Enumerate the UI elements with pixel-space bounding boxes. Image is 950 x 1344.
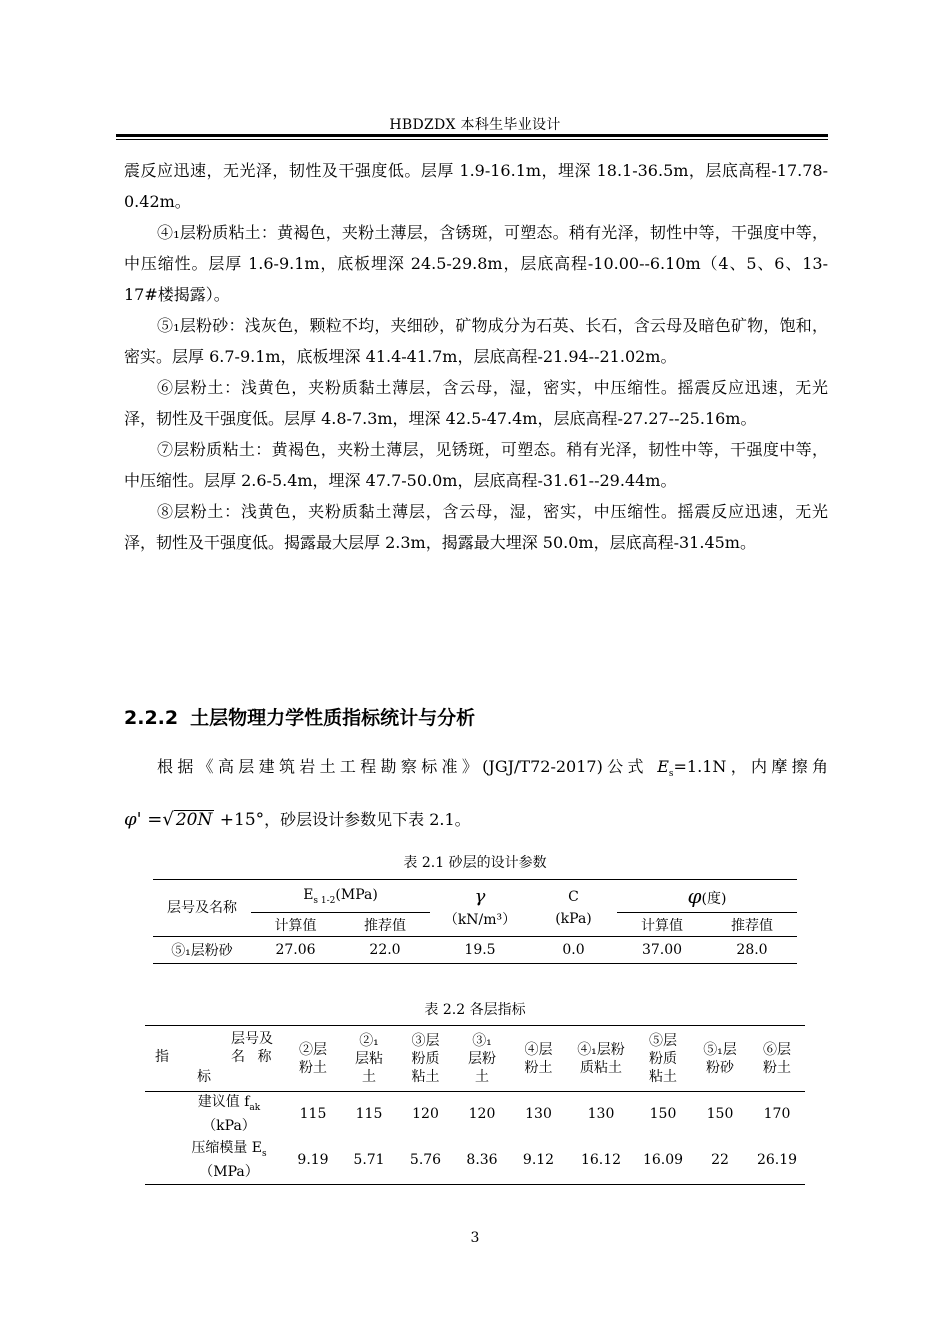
t2-header-col: ②层粉土: [285, 1026, 341, 1092]
t2-cell: 120: [468, 1106, 496, 1123]
t2-row-label-es: [145, 1137, 285, 1185]
t2-corner-bottom: 标: [197, 1069, 211, 1085]
t1-cell-es-calc: 27.06: [251, 937, 340, 964]
t1-cell-c: 0.0: [530, 937, 617, 964]
section-title: 土层物理力学性质指标统计与分析: [190, 707, 476, 729]
t1-header-phi-calc: 计算值: [617, 913, 707, 937]
formula-intro: 根据《高层建筑岩土工程勘察标准》(JGJ/T72-2017)公式: [157, 757, 658, 776]
t2-corner-mid: 名 称: [231, 1049, 272, 1065]
t2-row-label-sub: s: [262, 1149, 267, 1160]
t2-cell: 5.76: [397, 1137, 454, 1185]
t2-cell: 170: [763, 1106, 791, 1123]
t2-row-label-sub: ak: [249, 1103, 261, 1114]
paragraph-continued: 震反应迅速，无光泽，韧性及干强度低。层厚 1.9-16.1m，埋深 18.1-36.5m，层底高程-17.78-0.42m。: [124, 161, 828, 211]
t1-header-layer: 层号及名称: [153, 880, 251, 937]
t2-corner-left: 指: [155, 1049, 169, 1065]
t2-row-label-text: 建议值 f: [197, 1094, 250, 1111]
t2-cell: 26.19: [749, 1137, 805, 1185]
t2-header-col: ②₁层粘土: [341, 1026, 397, 1092]
t2-cell: 9.19: [285, 1137, 341, 1185]
table-layer-indices: [145, 1025, 805, 1185]
t2-cell: 120: [412, 1106, 439, 1123]
t2-cell: 130: [587, 1106, 615, 1123]
table2-caption: 表 2.2 各层指标: [424, 1002, 526, 1018]
t1-es-unit: (MPa): [335, 886, 378, 903]
t1-cell-phi-calc: 37.00: [617, 937, 707, 964]
formula-tail: ，砂层设计参数见下表 2.1。: [264, 810, 471, 829]
t1-header-es-calc: 计算值: [251, 913, 340, 937]
t1-header-es: [251, 880, 430, 913]
t2-header-col: ④层粉土: [510, 1026, 567, 1092]
paragraph-layer-8: ⑧层粉土：浅黄色，夹粉质黏土薄层，含云母，湿，密实，中压缩性。摇震反应迅速，无光泽，韧性及干强度低。揭露最大层厚 2.3m，揭露最大埋深 50.0m，层底高程-31.45m。: [124, 502, 828, 552]
t2-cell: 130: [525, 1106, 552, 1123]
t2-cell: 5.71: [341, 1137, 397, 1185]
t1-header-phi: [617, 880, 797, 913]
es-subscript: s: [668, 769, 674, 780]
t1-cell-layer: ⑤₁层粉砂: [153, 937, 251, 964]
t1-header-gamma: [430, 880, 530, 937]
t2-cell: 115: [355, 1106, 383, 1123]
t2-cell: 16.09: [635, 1137, 691, 1185]
paragraph-layer-4-1: ④₁层粉质粘土：黄褐色，夹粉土薄层，含锈斑，可塑态。稍有光泽，韧性中等，干强度中等，中压缩性。层厚 1.6-9.1m，底板埋深 24.5-29.8m，层底高程-10.00--6.10m（4、5、6、13-17#楼揭露）。: [124, 223, 828, 304]
t2-cell: 115: [299, 1106, 327, 1123]
t1-c-symbol: C: [568, 889, 579, 905]
t1-phi-unit: (度): [701, 891, 727, 907]
t2-row-label-text: 压缩模量 E: [191, 1140, 263, 1157]
t1-es-symbol: E: [303, 886, 314, 903]
table-sand-design-params: [153, 879, 797, 964]
t1-es-sub: s 1-2: [313, 895, 336, 906]
header-rule-thin: [116, 139, 828, 140]
t2-cell: 16.12: [567, 1137, 635, 1185]
t1-cell-es-rec: 22.0: [340, 937, 430, 964]
t2-row-label-unit: （kPa）: [202, 1118, 256, 1135]
section-number: 2.2.2: [124, 707, 179, 729]
t1-c-unit: (kPa): [555, 911, 592, 927]
header-rule-thick: [116, 134, 828, 137]
t1-cell-gamma: 19.5: [430, 937, 530, 964]
radicand: 20N: [175, 810, 213, 830]
table1-caption: 表 2.1 砂层的设计参数: [403, 855, 547, 871]
sqrt-sign: √: [162, 809, 174, 830]
t2-header-col: ③₁层粉土: [454, 1026, 510, 1092]
phi-formula-line: [124, 807, 471, 830]
paragraph-layer-7: ⑦层粉质粘土：黄褐色，夹粉土薄层，见锈斑，可塑态。稍有光泽，韧性中等，干强度中等，中压缩性。层厚 2.6-5.4m，埋深 47.7-50.0m，层底高程-31.61--29.44m。: [124, 440, 828, 490]
paragraph-layer-5-1: ⑤₁层粉砂：浅灰色，颗粒不均，夹细砂，矿物成分为石英、长石，含云母及暗色矿物，饱和，密实。层厚 6.7-9.1m，底板埋深 41.4-41.7m，层底高程-21.94--21.02m。: [124, 316, 828, 366]
t2-corner-top: 层号及: [231, 1031, 273, 1047]
t2-header-col: ⑤₁层粉砂: [691, 1026, 749, 1092]
body-text: [124, 155, 828, 558]
t1-header-es-rec: 推荐值: [340, 913, 430, 937]
page-header-title: HBDZDX 本科生毕业设计: [389, 117, 561, 133]
page-number: 3: [470, 1230, 480, 1246]
t2-header-col: ④₁层粉质粘土: [567, 1026, 635, 1092]
t2-cell: 9.12: [510, 1137, 567, 1185]
plus-term: +15°: [214, 810, 265, 830]
phi-lhs: φ' =: [124, 809, 163, 830]
t2-cell: 22: [691, 1137, 749, 1185]
t1-cell-phi-rec: 28.0: [707, 937, 797, 964]
t1-gamma-unit: （kN/m³）: [443, 911, 517, 928]
t2-header-col: ⑥层粉土: [749, 1026, 805, 1092]
t2-row-label-fak: [145, 1092, 285, 1137]
es-rest: =1.1N，内摩擦角: [673, 757, 828, 776]
t1-gamma-symbol: γ: [474, 885, 486, 907]
t2-cell: 8.36: [454, 1137, 510, 1185]
paragraph-layer-6: ⑥层粉土：浅黄色，夹粉质黏土薄层，含云母，湿，密实，中压缩性。摇震反应迅速，无光泽，韧性及干强度低。层厚 4.8-7.3m，埋深 42.5-47.4m，层底高程-27.27--25.16m。: [124, 378, 828, 428]
t2-row-label-unit: （MPa）: [199, 1164, 259, 1181]
section-heading: [124, 703, 475, 730]
t2-cell: 150: [649, 1106, 677, 1123]
formula-paragraph: [124, 754, 828, 779]
t1-header-c: [530, 880, 617, 937]
t1-header-phi-rec: 推荐值: [707, 913, 797, 937]
t2-corner-cell: [145, 1026, 285, 1092]
t2-cell: 150: [706, 1106, 734, 1123]
es-symbol: E: [657, 757, 669, 776]
t2-header-col: ③层粉质粘土: [397, 1026, 454, 1092]
t2-header-col: ⑤层粉质粘土: [635, 1026, 691, 1092]
t1-phi-symbol: φ: [687, 884, 702, 908]
